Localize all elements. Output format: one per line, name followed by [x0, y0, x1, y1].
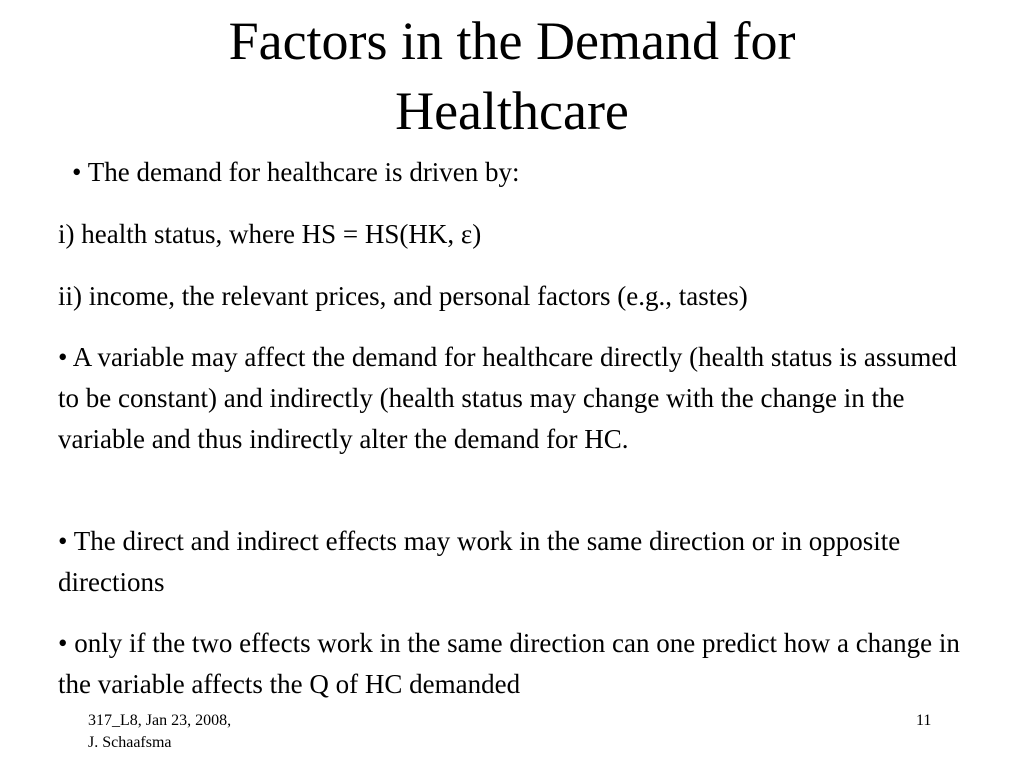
slide-title: [0, 6, 1024, 146]
bullet-intro: • The demand for healthcare is driven by:: [72, 157, 520, 187]
footer-author: J. Schaafsma: [88, 734, 172, 751]
slide-title-line-1: Factors in the Demand for: [228, 11, 796, 71]
paragraph-same-opposite-direction: • The direct and indirect effects may work in the same direction or in opposite directions: [58, 526, 901, 597]
paragraph-direct-indirect-effect: • A variable may affect the demand for healthcare directly (health status is assumed to be constant) and indirectly (health status may change with the change in the variable and thus indirectly alter the demand for HC.: [58, 342, 957, 454]
list-item-income-prices: ii) income, the relevant prices, and personal factors (e.g., tastes): [58, 281, 748, 311]
paragraph-prediction-condition: • only if the two effects work in the same direction can one predict how a change in the variable affects the Q of HC demanded: [58, 628, 960, 699]
footer-line-1: 317_L8, Jan 23, 2008,: [88, 712, 232, 729]
page-number: 11: [916, 712, 932, 729]
footer-source: [88, 710, 231, 754]
slide-title-line-2: Healthcare: [395, 81, 629, 141]
list-item-health-status: i) health status, where HS = HS(HK, ε): [58, 219, 482, 249]
